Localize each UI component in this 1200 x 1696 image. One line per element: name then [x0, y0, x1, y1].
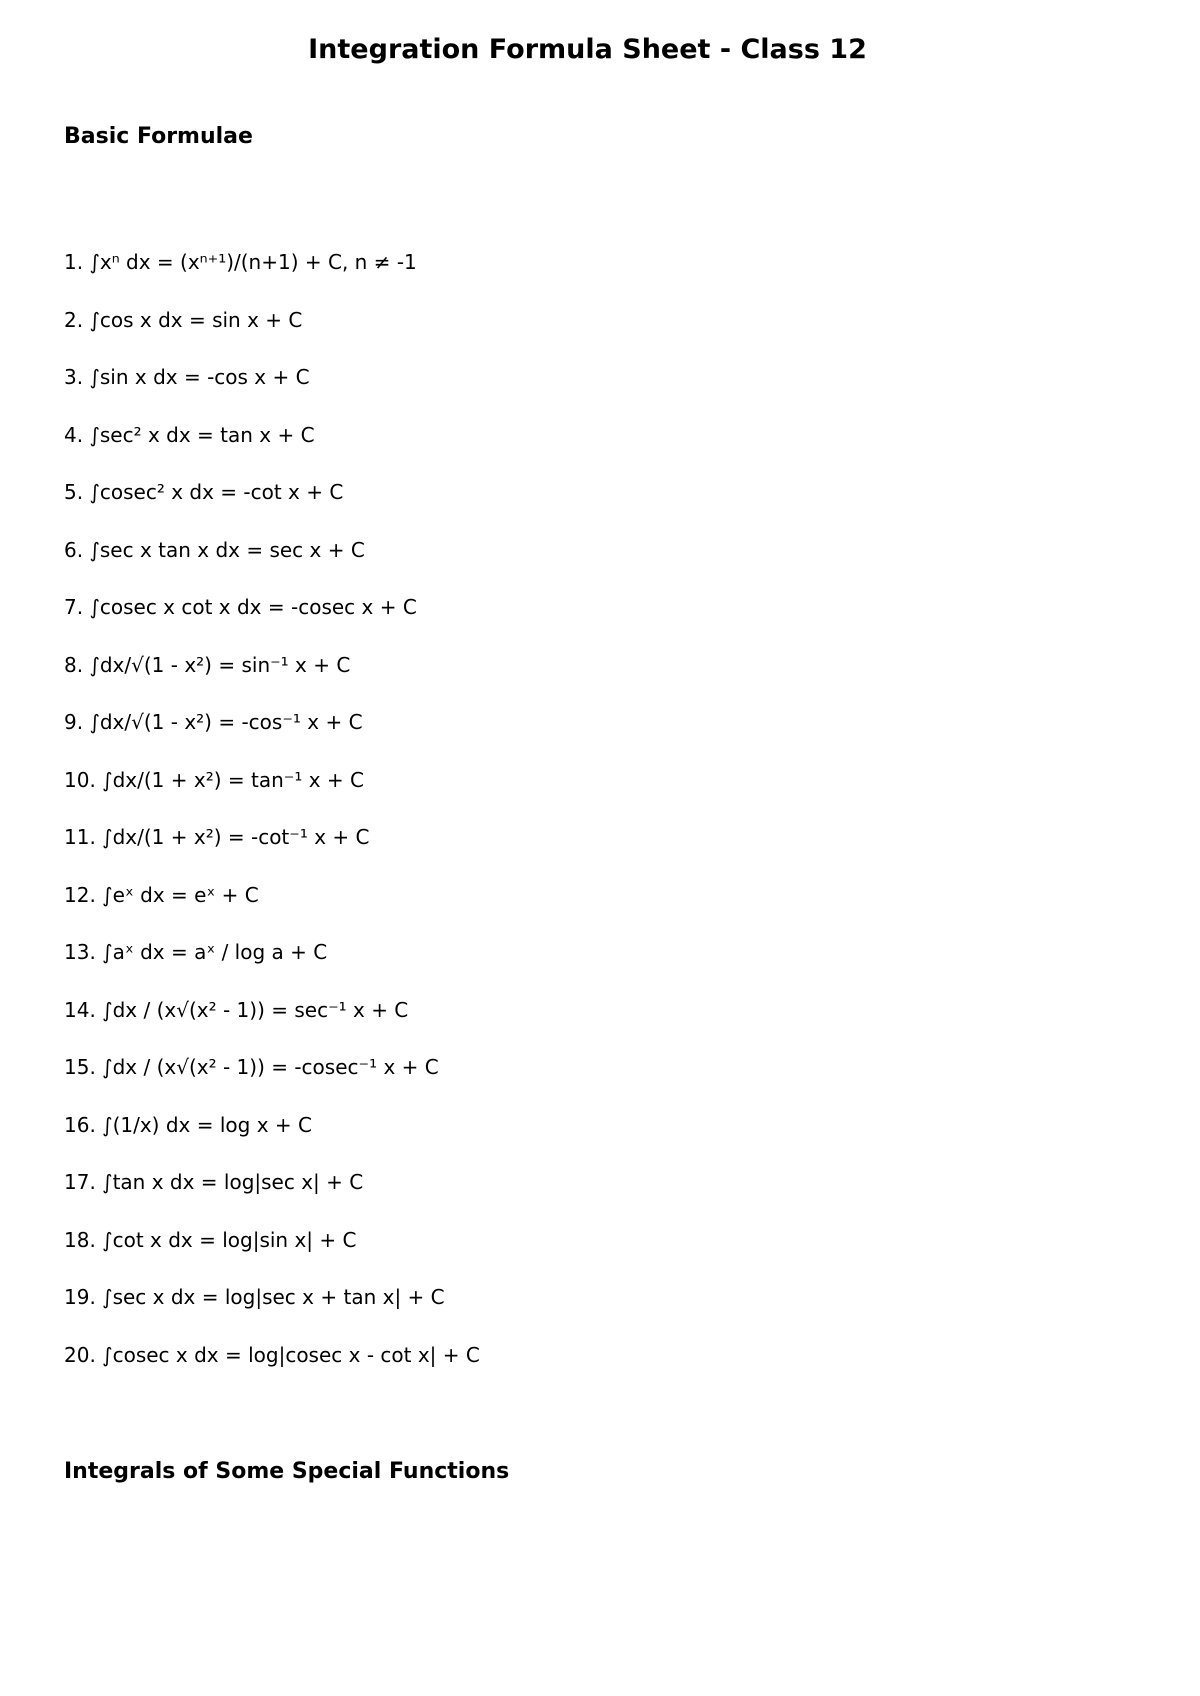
formula-item: 19. ∫sec x dx = log|sec x + tan x| + C [64, 1285, 445, 1309]
formula-item: 7. ∫cosec x cot x dx = -cosec x + C [64, 595, 417, 619]
formula-item: 18. ∫cot x dx = log|sin x| + C [64, 1227, 357, 1252]
formula-item: 20. ∫cosec x dx = log|cosec x - cot x| + C [64, 1342, 480, 1367]
formula-item: 6. ∫sec x tan x dx = sec x + C [64, 537, 365, 562]
formula-list-basic [64, 248, 1124, 1398]
formula-item: 4. ∫sec² x dx = tan x + C [64, 422, 315, 447]
formula-item: 8. ∫dx/√(1 - x²) = sin⁻¹ x + C [64, 652, 351, 677]
formula-item: 2. ∫cos x dx = sin x + C [64, 307, 303, 332]
section-heading-special-functions: Integrals of Some Special Functions [64, 1459, 510, 1484]
formula-item: 17. ∫tan x dx = log|sec x| + C [64, 1170, 364, 1194]
formula-item: 9. ∫dx/√(1 - x²) = -cos⁻¹ x + C [64, 710, 363, 734]
formula-item: 14. ∫dx / (x√(x² - 1)) = sec⁻¹ x + C [64, 997, 409, 1022]
formula-item: 16. ∫(1/x) dx = log x + C [64, 1112, 312, 1137]
formula-item: 3. ∫sin x dx = -cos x + C [64, 365, 310, 389]
formula-item: 12. ∫eˣ dx = eˣ + C [64, 882, 259, 907]
formula-item: 1. ∫xⁿ dx = (xⁿ⁺¹)/(n+1) + C, n ≠ -1 [64, 250, 417, 274]
formula-item: 13. ∫aˣ dx = aˣ / log a + C [64, 940, 328, 964]
section-heading-basic-formulae: Basic Formulae [64, 124, 253, 149]
formula-item: 11. ∫dx/(1 + x²) = -cot⁻¹ x + C [64, 825, 370, 849]
formula-item: 5. ∫cosec² x dx = -cot x + C [64, 480, 344, 504]
formula-item: 15. ∫dx / (x√(x² - 1)) = -cosec⁻¹ x + C [64, 1055, 439, 1079]
formula-item: 10. ∫dx/(1 + x²) = tan⁻¹ x + C [64, 767, 364, 792]
page-title: Integration Formula Sheet - Class 12 [308, 34, 867, 65]
